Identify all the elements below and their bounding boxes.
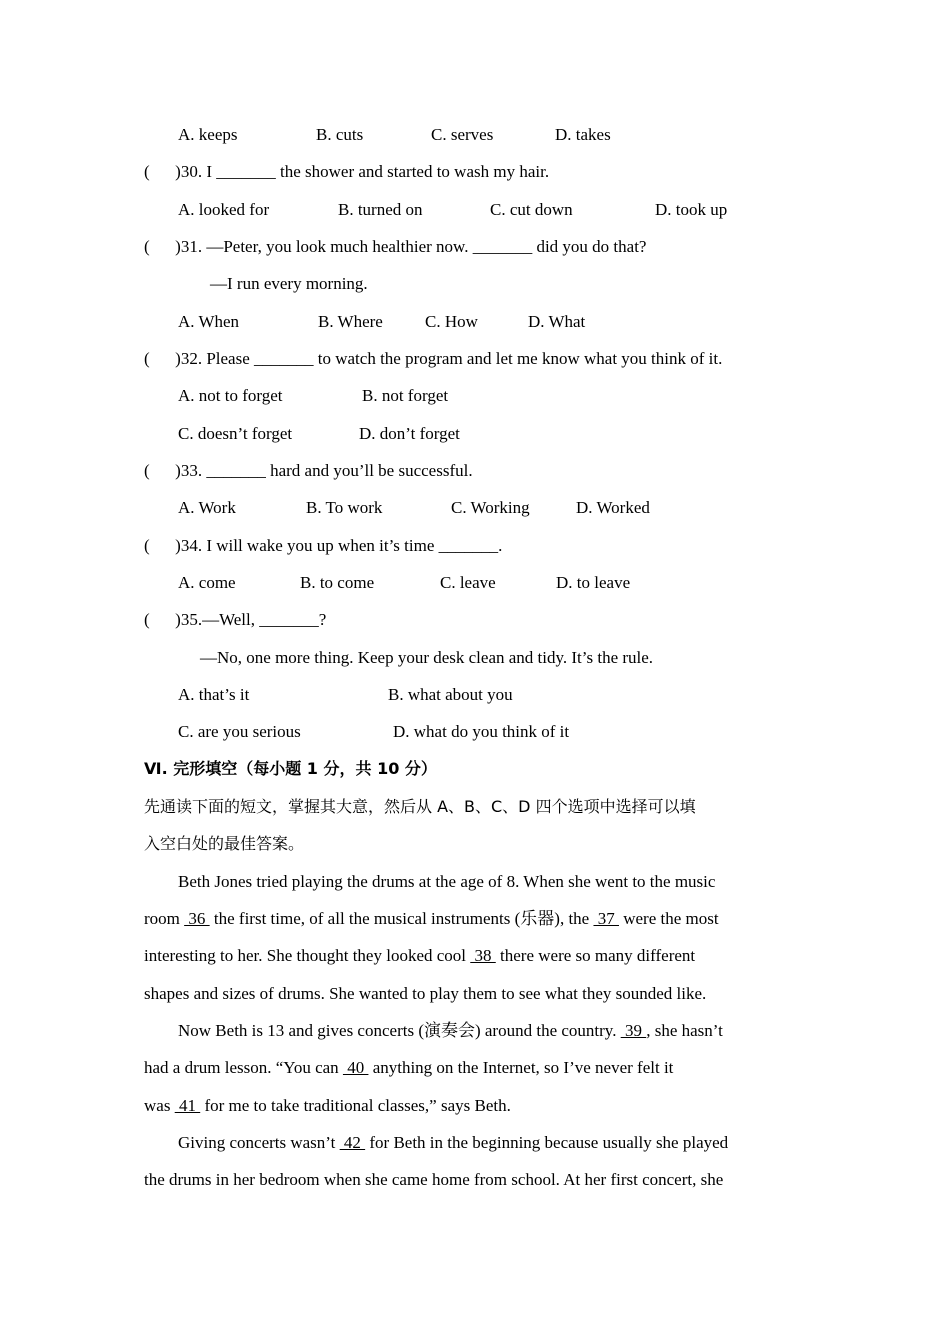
q29-option-a: A. keeps xyxy=(178,125,238,144)
q32-option-b: B. not forget xyxy=(362,386,449,405)
passage-text: were the most xyxy=(618,909,719,928)
q30-option-a: A. looked for xyxy=(178,200,270,219)
blank-40: 40 xyxy=(342,1058,369,1077)
blank-37: 37 xyxy=(593,909,619,928)
q32-option-a: A. not to forget xyxy=(178,386,283,405)
blank-36: 36 xyxy=(184,909,210,928)
passage-line: the drums in her bedroom when she came home from school. At her first concert, she xyxy=(144,1170,724,1189)
passage-text: there were so many different xyxy=(495,946,696,965)
passage-line: Beth Jones tried playing the drums at the age of 8. When she went to the music xyxy=(178,872,716,891)
passage-text: Giving concerts wasn’t xyxy=(178,1133,340,1152)
blank-38: 38 xyxy=(470,946,496,965)
blank-41: 41 xyxy=(174,1096,201,1115)
q30-option-c: C. cut down xyxy=(490,200,573,219)
q31-option-d: D. What xyxy=(528,312,586,331)
passage-text: Now Beth is 13 and gives concerts (演奏会) around the country. xyxy=(178,1021,621,1040)
section-instruction-line-2: 入空白处的最佳答案。 xyxy=(144,834,305,853)
passage-text: , she hasn’t xyxy=(646,1021,723,1040)
passage-text: was xyxy=(144,1096,175,1115)
passage-line xyxy=(144,909,719,929)
q31-option-c: C. How xyxy=(425,312,478,331)
question-33-stem: ( )33. _______ hard and you’ll be successful. xyxy=(144,461,473,480)
passage-text: for Beth in the beginning because usually she played xyxy=(365,1133,729,1152)
q29-option-c: C. serves xyxy=(431,125,494,144)
q34-option-a: A. come xyxy=(178,573,236,592)
passage-line xyxy=(144,946,695,966)
q30-option-b: B. turned on xyxy=(338,200,423,219)
question-31-stem: ( )31. —Peter, you look much healthier now. _______ did you do that? xyxy=(144,237,647,256)
q35-option-b: B. what about you xyxy=(388,685,513,704)
q35-option-c: C. are you serious xyxy=(178,722,301,741)
q30-option-d: D. took up xyxy=(655,200,728,219)
q33-option-d: D. Worked xyxy=(576,498,650,517)
passage-line xyxy=(178,1133,728,1153)
q35-option-a: A. that’s it xyxy=(178,685,250,704)
question-31-reply: —I run every morning. xyxy=(210,274,368,293)
passage-line xyxy=(144,1058,673,1078)
q33-option-a: A. Work xyxy=(178,498,236,517)
section-heading: Ⅵ. 完形填空（每小题 1 分，共 10 分） xyxy=(144,759,437,778)
q32-option-d: D. don’t forget xyxy=(359,424,460,443)
question-34-stem: ( )34. I will wake you up when it’s time _______. xyxy=(144,536,503,555)
q29-option-b: B. cuts xyxy=(316,125,364,144)
passage-text: had a drum lesson. “You can xyxy=(144,1058,343,1077)
question-30-stem: ( )30. I _______ the shower and started to wash my hair. xyxy=(144,162,550,181)
q32-option-c: C. doesn’t forget xyxy=(178,424,293,443)
passage-line xyxy=(144,1096,511,1116)
question-35-reply: —No, one more thing. Keep your desk clean and tidy. It’s the rule. xyxy=(200,648,654,667)
q34-option-b: B. to come xyxy=(300,573,375,592)
blank-42: 42 xyxy=(339,1133,366,1152)
passage-text: interesting to her. She thought they looked cool xyxy=(144,946,471,965)
q31-option-b: B. Where xyxy=(318,312,383,331)
blank-39: 39 xyxy=(620,1021,647,1040)
q31-option-a: A. When xyxy=(178,312,240,331)
q34-option-d: D. to leave xyxy=(556,573,631,592)
passage-text: for me to take traditional classes,” says Beth. xyxy=(200,1096,511,1115)
question-35-stem: ( )35.—Well, _______? xyxy=(144,610,327,629)
section-instruction-line-1: 先通读下面的短文，掌握其大意，然后从 A、B、C、D 四个选项中选择可以填 xyxy=(144,797,696,816)
q33-option-b: B. To work xyxy=(306,498,383,517)
q33-option-c: C. Working xyxy=(451,498,530,517)
q29-option-d: D. takes xyxy=(555,125,611,144)
question-32-stem: ( )32. Please _______ to watch the program and let me know what you think of it. xyxy=(144,349,723,368)
passage-text: anything on the Internet, so I’ve never felt it xyxy=(368,1058,674,1077)
passage-line xyxy=(178,1021,723,1041)
q34-option-c: C. leave xyxy=(440,573,496,592)
passage-line: shapes and sizes of drums. She wanted to play them to see what they sounded like. xyxy=(144,984,707,1003)
passage-text: the first time, of all the musical instruments (乐器), the xyxy=(209,909,594,928)
passage-text: room xyxy=(144,909,185,928)
q35-option-d: D. what do you think of it xyxy=(393,722,570,741)
